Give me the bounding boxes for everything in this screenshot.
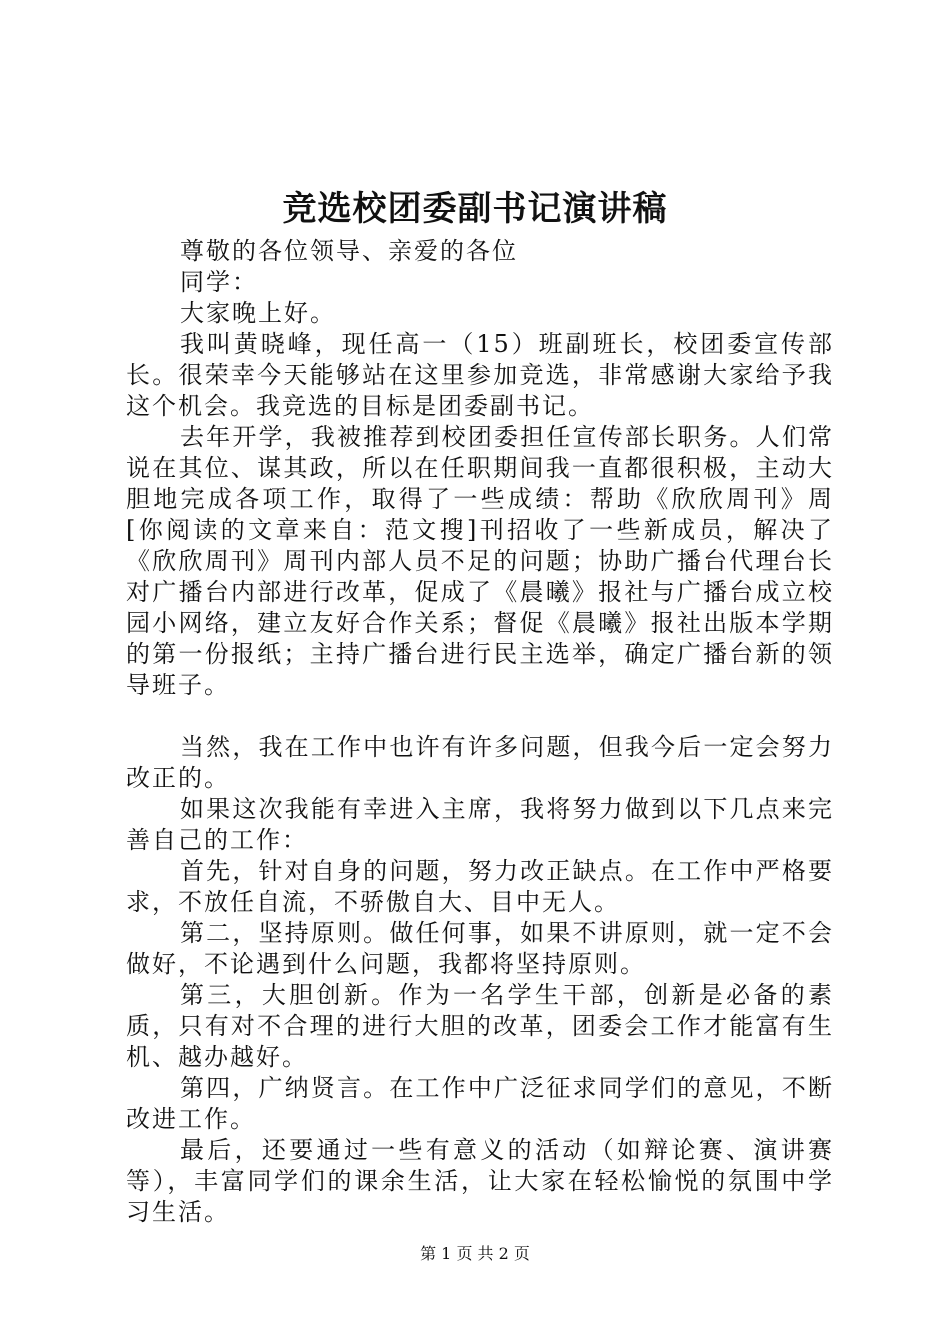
document-body — [126, 236, 834, 1228]
paragraph-achievements: 去年开学，我被推荐到校团委担任宣传部长职务。人们常说在其位、谋其政，所以在任职期间我一直都很积极，主动大胆地完成各项工作，取得了一些成绩：帮助《欣欣周刊》周[你阅读的文章来自：范文搜]刊招收了一些新成员，解决了《欣欣周刊》周刊内部人员不足的问题；协助广播台代理台长对广播台内部进行改革，促成了《晨曦》报社与广播台成立校园小网络，建立友好合作关系；督促《晨曦》报社出版本学期的第一份报纸；主持广播台进行民主选举，确定广播台新的领导班子。 — [126, 423, 834, 699]
paragraph-plan-third: 第三，大胆创新。作为一名学生干部，创新是必备的素质，只有对不合理的进行大胆的改革，团委会工作才能富有生机、越办越好。 — [126, 981, 834, 1071]
paragraph-plan-first: 首先，针对自身的问题，努力改正缺点。在工作中严格要求，不放任自流，不骄傲自大、目中无人。 — [126, 857, 834, 916]
salutation-line-1: 尊敬的各位领导、亲爱的各位 — [180, 237, 518, 265]
salutation-line-2: 同学： — [180, 268, 258, 296]
paragraph-plan-fourth: 第四，广纳贤言。在工作中广泛征求同学们的意见，不断改进工作。 — [126, 1074, 834, 1133]
greeting: 大家晚上好。 — [180, 299, 336, 327]
paragraph-problems: 当然，我在工作中也许有许多问题，但我今后一定会努力改正的。 — [126, 733, 834, 792]
paragraph-plan-last: 最后，还要通过一些有意义的活动（如辩论赛、演讲赛等），丰富同学们的课余生活，让大家在轻松愉悦的氛围中学习生活。 — [126, 1136, 834, 1226]
paragraph-introduction: 我叫黄晓峰，现任高一（15）班副班长，校团委宣传部长。很荣幸今天能够站在这里参加竞选，非常感谢大家给予我这个机会。我竞选的目标是团委副书记。 — [126, 330, 834, 420]
document-title: 竞选校团委副书记演讲稿 — [282, 189, 668, 229]
page-number-footer: 第 1 页 共 2 页 — [420, 1244, 530, 1263]
paragraph-plan-intro: 如果这次我能有幸进入主席，我将努力做到以下几点来完善自己的工作： — [126, 795, 834, 854]
paragraph-plan-second: 第二，坚持原则。做任何事，如果不讲原则，就一定不会做好，不论遇到什么问题，我都将坚持原则。 — [126, 919, 834, 978]
